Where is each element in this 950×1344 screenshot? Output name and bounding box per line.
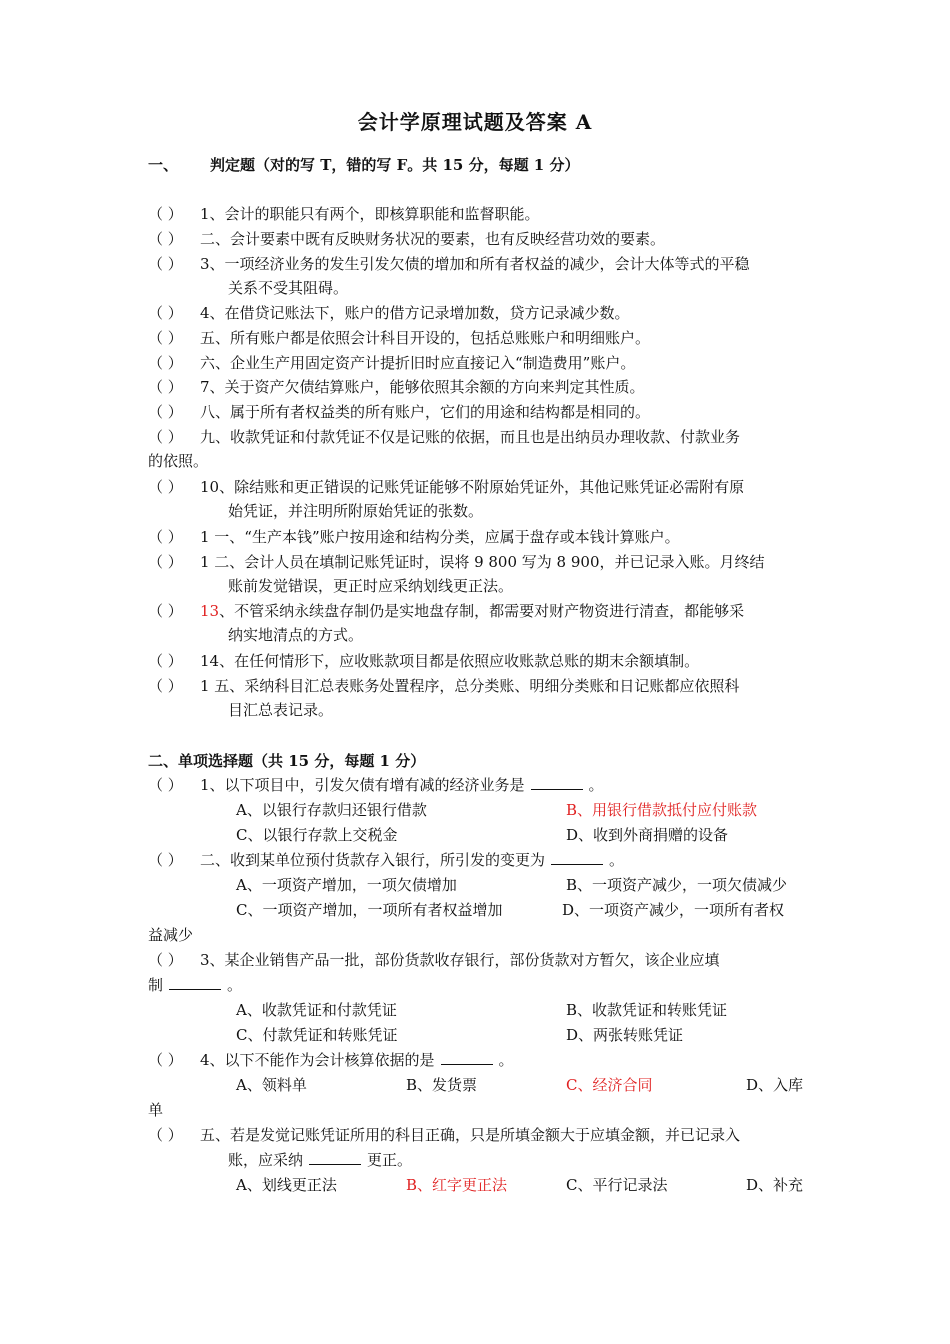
answer-blank [169, 977, 221, 990]
mc-2-option-d: D、一项资产减少，一项所有者权 [562, 901, 785, 919]
mc-4-option-a: A、领料单 [236, 1076, 307, 1094]
mc-2-option-a: A、一项资产增加，一项欠债增加 [236, 876, 457, 894]
mc-question-1: （ ） 1、以下项目中，引发欠债有增有减的经济业务是 。 [148, 776, 604, 794]
answer-blank [531, 777, 583, 790]
mc-question-5: （ ） 五、若是发觉记账凭证所用的科目正确，只是所填金额大于应填金额，并已记录入 [148, 1126, 741, 1144]
mc-2-option-c: C、一项资产增加，一项所有者权益增加 [236, 901, 503, 919]
tf-item-4: （ ） 4、在借贷记账法下，账户的借方记录增加数，贷方记录减少数。 [148, 304, 630, 322]
mc-question-3: （ ） 3、某企业销售产品一批，部份货款收存银行，部份货款对方暂欠，该企业应填 [148, 951, 720, 969]
mc-3-wrap: 制 。 [148, 976, 243, 994]
mc-4-option-b: B、发货票 [406, 1076, 478, 1094]
mc-2-wrap: 益减少 [148, 926, 194, 944]
section1-heading: 判定题（对的写 T，错的写 F。共 15 分，每题 1 分） [210, 156, 580, 174]
mc-1-option-d: D、收到外商捐赠的设备 [566, 826, 729, 844]
tf-item-11: （ ） 1 一、“生产本钱”账户按用途和结构分类，应属于盘存或本钱计算账户。 [148, 528, 680, 546]
tf-item-12-cont: 账前发觉错误，更正时应采纳划线更正法。 [228, 577, 514, 595]
tf-item-3: （ ） 3、一项经济业务的发生引发欠债的增加和所有者权益的减少，会计大体等式的平稳 [148, 255, 750, 273]
tf-item-5: （ ） 五、所有账户都是依照会计科目开设的，包括总账账户和明细账户。 [148, 329, 651, 347]
tf-item-3-cont: 关系不受其阻碍。 [228, 279, 349, 297]
answer-blank [309, 1152, 361, 1165]
mc-4-wrap: 单 [148, 1101, 164, 1119]
mc-question-2: （ ） 二、收到某单位预付货款存入银行，所引发的变更为 。 [148, 851, 625, 869]
tf-item-10-cont: 始凭证，并注明所附原始凭证的张数。 [228, 502, 484, 520]
mc-5-option-b: B、红字更正法 [406, 1176, 508, 1194]
tf-item-6: （ ） 六、企业生产用固定资产计提折旧时应直接记入“制造费用”账户。 [148, 354, 636, 372]
document-title: 会计学原理试题及答案 A [357, 110, 593, 134]
tf-item-2: （ ） 二、会计要素中既有反映财务状况的要素，也有反映经营功效的要素。 [148, 230, 666, 248]
mc-3-option-b: B、收款凭证和转账凭证 [566, 1001, 728, 1019]
tf-item-10: （ ） 10、除结账和更正错误的记账凭证能够不附原始凭证外，其他记账凭证必需附有原 [148, 478, 745, 496]
mc-question-4: （ ） 4、以下不能作为会计核算依据的是 。 [148, 1051, 514, 1069]
mc-5-option-d: D、补充 [746, 1176, 804, 1194]
section1-number: 一、 [148, 156, 179, 174]
answer-blank [551, 852, 603, 865]
tf-item-12: （ ） 1 二、会计人员在填制记账凭证时，误将 9 800 写为 8 900，并已记录入账。月终结 [148, 553, 765, 571]
mc-5-option-c: C、平行记录法 [566, 1176, 668, 1194]
tf-item-9: （ ） 九、收款凭证和付款凭证不仅是记账的依据，而且也是出纳员办理收款、付款业务 [148, 428, 741, 446]
tf-item-15: （ ） 1 五、采纳科目汇总表账务处置程序，总分类账、明细分类账和日记账都应依照科 [148, 677, 740, 695]
tf-item-9-wrap: 的依照。 [148, 452, 209, 470]
tf-item-1: （ ） 1、会计的职能只有两个，即核算职能和监督职能。 [148, 205, 540, 223]
mc-3-option-c: C、付款凭证和转账凭证 [236, 1026, 398, 1044]
mc-1-option-c: C、以银行存款上交税金 [236, 826, 398, 844]
section2-heading: 二、单项选择题（共 15 分，每题 1 分） [148, 752, 426, 770]
mc-4-option-d: D、入库 [746, 1076, 804, 1094]
mc-5-option-a: A、划线更正法 [236, 1176, 337, 1194]
tf-item-8: （ ） 八、属于所有者权益类的所有账户，它们的用途和结构都是相同的。 [148, 403, 651, 421]
tf-item-13-number: 13 [200, 602, 220, 620]
mc-1-option-b: B、用银行借款抵付应付账款 [566, 801, 758, 819]
mc-3-option-d: D、两张转账凭证 [566, 1026, 684, 1044]
mc-1-option-a: A、以银行存款归还银行借款 [236, 801, 427, 819]
answer-blank [441, 1052, 493, 1065]
mc-2-option-b: B、一项资产减少，一项欠债减少 [566, 876, 788, 894]
tf-item-13-cont: 纳实地清点的方式。 [228, 626, 364, 644]
tf-item-7: （ ） 7、关于资产欠债结算账户，能够依照其余额的方向来判定其性质。 [148, 378, 645, 396]
mc-5-cont: 账，应采纳 更正。 [228, 1151, 413, 1169]
mc-4-option-c: C、经济合同 [566, 1076, 653, 1094]
tf-item-14: （ ） 14、在任何情形下，应收账款项目都是依照应收账款总账的期末余额填制。 [148, 652, 700, 670]
tf-item-15-cont: 目汇总表记录。 [228, 701, 334, 719]
tf-item-13: （ ） 13、不管采纳永续盘存制仍是实地盘存制，都需要对财产物资进行清查，都能够采 [148, 602, 745, 620]
mc-3-option-a: A、收款凭证和付款凭证 [236, 1001, 397, 1019]
